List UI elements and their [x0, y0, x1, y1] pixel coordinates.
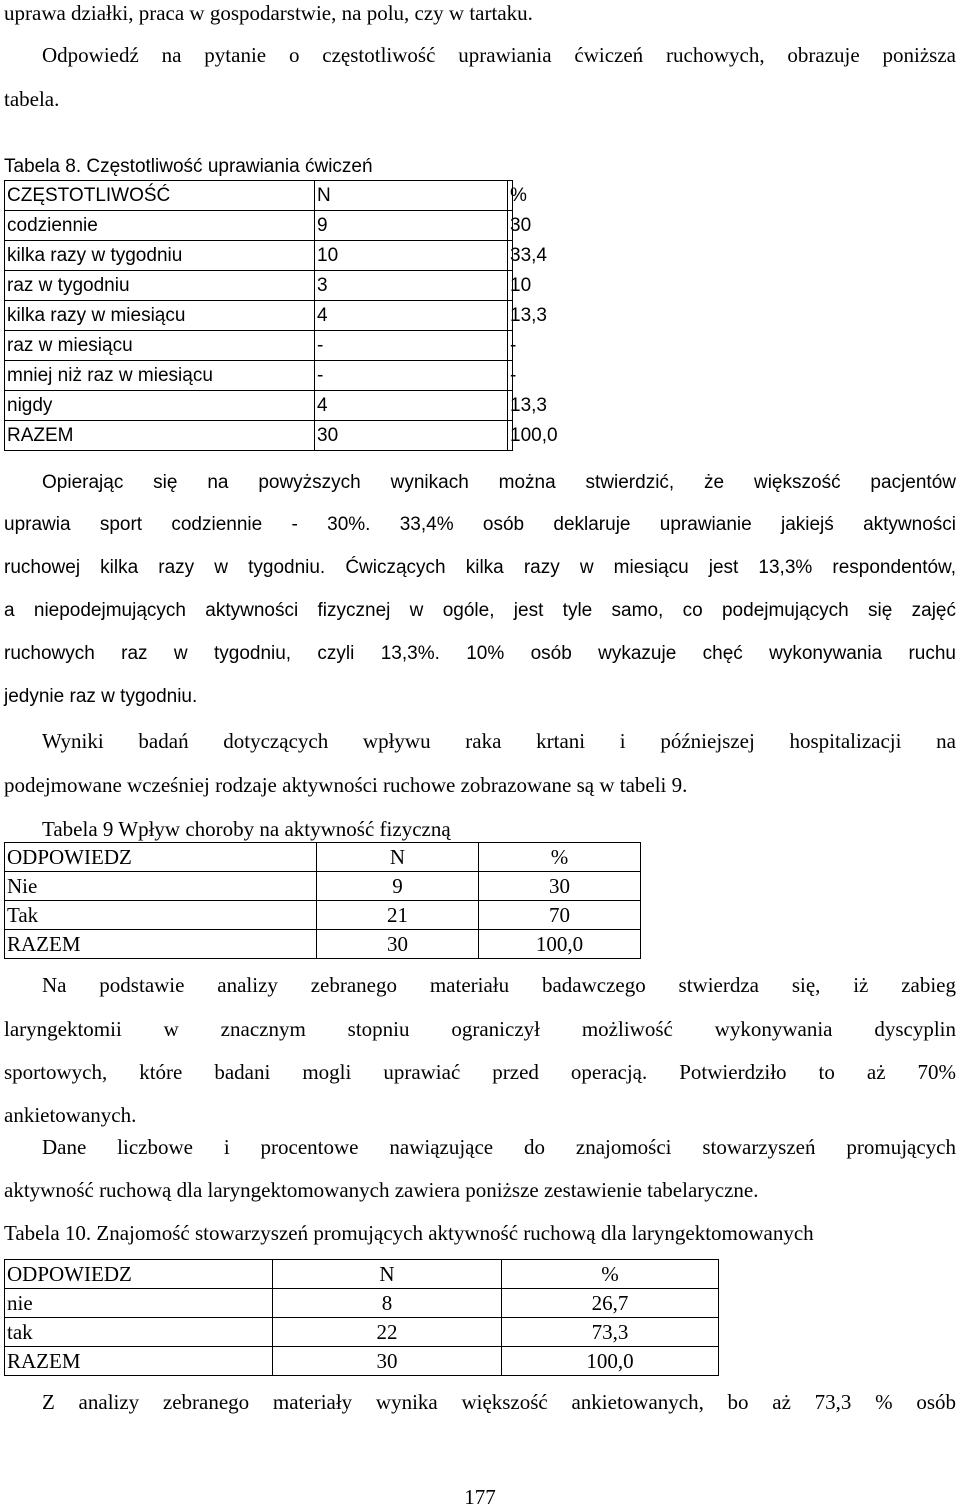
table-row — [5, 930, 641, 959]
para1-line-1: Opierając się na powyższych wynikach można stwierdzić, że większość pacjentów — [42, 472, 956, 493]
table-row — [5, 271, 513, 301]
table-cell: RAZEM — [5, 421, 315, 451]
table-header-row — [5, 1260, 719, 1289]
table9 — [4, 842, 641, 959]
table-header-cell: N — [317, 843, 479, 872]
table-cell: - — [508, 331, 513, 361]
table-row — [5, 872, 641, 901]
table-header-cell: CZĘSTOTLIWOŚĆ — [5, 181, 315, 211]
table-row — [5, 331, 513, 361]
table-cell: kilka razy w tygodniu — [5, 241, 315, 271]
table-header-cell: % — [508, 181, 513, 211]
table-cell: 70 — [479, 901, 641, 930]
table-cell: raz w tygodniu — [5, 271, 315, 301]
table-cell: 10 — [508, 271, 513, 301]
table-row — [5, 301, 513, 331]
table-row — [5, 901, 641, 930]
para1-line-5: ruchowych raz w tygodniu, czyli 13,3%. 10% osób wykazuje chęć wykonywania ruchu — [4, 643, 956, 664]
table-row — [5, 1289, 719, 1318]
table-cell: 4 — [315, 301, 508, 331]
table-cell: 100,0 — [479, 930, 641, 959]
table-cell: 30 — [273, 1347, 502, 1376]
para3-line-4: ankietowanych. — [4, 1103, 137, 1127]
para5-line-1: Z analizy zebranego materiały wynika większość ankietowanych, bo aż 73,3 % osób — [42, 1390, 956, 1414]
table-cell: 26,7 — [502, 1289, 719, 1318]
table-header-cell: N — [273, 1260, 502, 1289]
table-cell: 30 — [317, 930, 479, 959]
table-row — [5, 1347, 719, 1376]
table-row — [5, 1318, 719, 1347]
table-cell: nie — [5, 1289, 273, 1318]
table10-body — [5, 1260, 719, 1376]
table-row — [5, 211, 513, 241]
page-number: 177 — [464, 1485, 496, 1509]
table-cell: 30 — [479, 872, 641, 901]
table-cell: Tak — [5, 901, 317, 930]
table9-body — [5, 843, 641, 959]
table-header-cell: % — [479, 843, 641, 872]
intro-line-2: Odpowiedź na pytanie o częstotliwość uprawiania ćwiczeń ruchowych, obrazuje poniższa — [42, 43, 956, 67]
para4-line-1: Dane liczbowe i procentowe nawiązujące do znajomości stowarzyszeń promujących — [42, 1135, 956, 1159]
table-cell: 21 — [317, 901, 479, 930]
table-cell: 100,0 — [502, 1347, 719, 1376]
table-header-cell: ODPOWIEDZ — [5, 1260, 273, 1289]
table-cell: mniej niż raz w miesiącu — [5, 361, 315, 391]
intro-line-1: uprawa działki, praca w gospodarstwie, na polu, czy w tartaku. — [4, 1, 533, 25]
table8-body — [5, 181, 558, 451]
table-cell: 33,4 — [508, 241, 513, 271]
table-cell: - — [315, 361, 508, 391]
table-cell: 9 — [317, 872, 479, 901]
table-cell: 10 — [315, 241, 508, 271]
table10-caption: Tabela 10. Znajomość stowarzyszeń promujących aktywność ruchową dla laryngektomowanych — [4, 1221, 814, 1245]
table-cell: 4 — [315, 391, 508, 421]
table-cell: RAZEM — [5, 930, 317, 959]
table8-caption: Tabela 8. Częstotliwość uprawiania ćwiczeń — [4, 156, 373, 177]
para3-line-2: laryngektomii w znacznym stopniu ograniczył możliwość wykonywania dyscyplin — [4, 1017, 956, 1041]
para2-line-2: podejmowane wcześniej rodzaje aktywności ruchowe zobrazowane są w tabeli 9. — [4, 773, 688, 797]
para3-line-3: sportowych, które badani mogli uprawiać przed operacją. Potwierdziło to aż 70% — [4, 1060, 956, 1084]
table-row — [5, 421, 513, 451]
table-cell: 13,3 — [508, 301, 513, 331]
table-row — [5, 391, 513, 421]
para1-line-2: uprawia sport codziennie - 30%. 33,4% osób deklaruje uprawianie jakiejś aktywności — [4, 514, 956, 535]
table-cell: tak — [5, 1318, 273, 1347]
table-cell: Nie — [5, 872, 317, 901]
table-cell: 8 — [273, 1289, 502, 1318]
table-header-cell: % — [502, 1260, 719, 1289]
table-row — [5, 361, 513, 391]
para1-line-3: ruchowej kilka razy w tygodniu. Ćwiczących kilka razy w miesiącu jest 13,3% respondentów, — [4, 557, 956, 578]
table-cell: raz w miesiącu — [5, 331, 315, 361]
table-cell: - — [315, 331, 508, 361]
table-cell: 100,0 — [508, 421, 513, 451]
table-cell: RAZEM — [5, 1347, 273, 1376]
para1-line-6: jedynie raz w tygodniu. — [4, 686, 198, 707]
table-cell: 22 — [273, 1318, 502, 1347]
table-cell: 30 — [508, 211, 513, 241]
table-cell: 9 — [315, 211, 508, 241]
table-header-row — [5, 843, 641, 872]
table-cell: kilka razy w miesiącu — [5, 301, 315, 331]
table-cell: codziennie — [5, 211, 315, 241]
para1-line-4: a niepodejmujących aktywności fizycznej w ogóle, jest tyle samo, co podejmujących się zajęć — [4, 600, 956, 621]
table8 — [4, 180, 558, 451]
table-cell: 73,3 — [502, 1318, 719, 1347]
table-row — [5, 241, 513, 271]
table-header-cell: ODPOWIEDZ — [5, 843, 317, 872]
table-header-row — [5, 181, 513, 211]
intro-line-3: tabela. — [4, 87, 60, 111]
para2-line-1: Wyniki badań dotyczących wpływu raka krtani i późniejszej hospitalizacji na — [42, 729, 956, 753]
table-cell: 13,3 — [508, 391, 513, 421]
para3-line-1: Na podstawie analizy zebranego materiału badawczego stwierdza się, iż zabieg — [42, 973, 956, 997]
table9-caption: Tabela 9 Wpływ choroby na aktywność fizyczną — [42, 817, 451, 841]
para4-line-2: aktywność ruchową dla laryngektomowanych zawiera poniższe zestawienie tabelaryczne. — [4, 1178, 759, 1202]
table-header-cell: N — [315, 181, 508, 211]
table-cell: nigdy — [5, 391, 315, 421]
table-cell: 30 — [315, 421, 508, 451]
table-cell: 3 — [315, 271, 508, 301]
table10 — [4, 1259, 719, 1376]
table-cell: - — [508, 361, 513, 391]
